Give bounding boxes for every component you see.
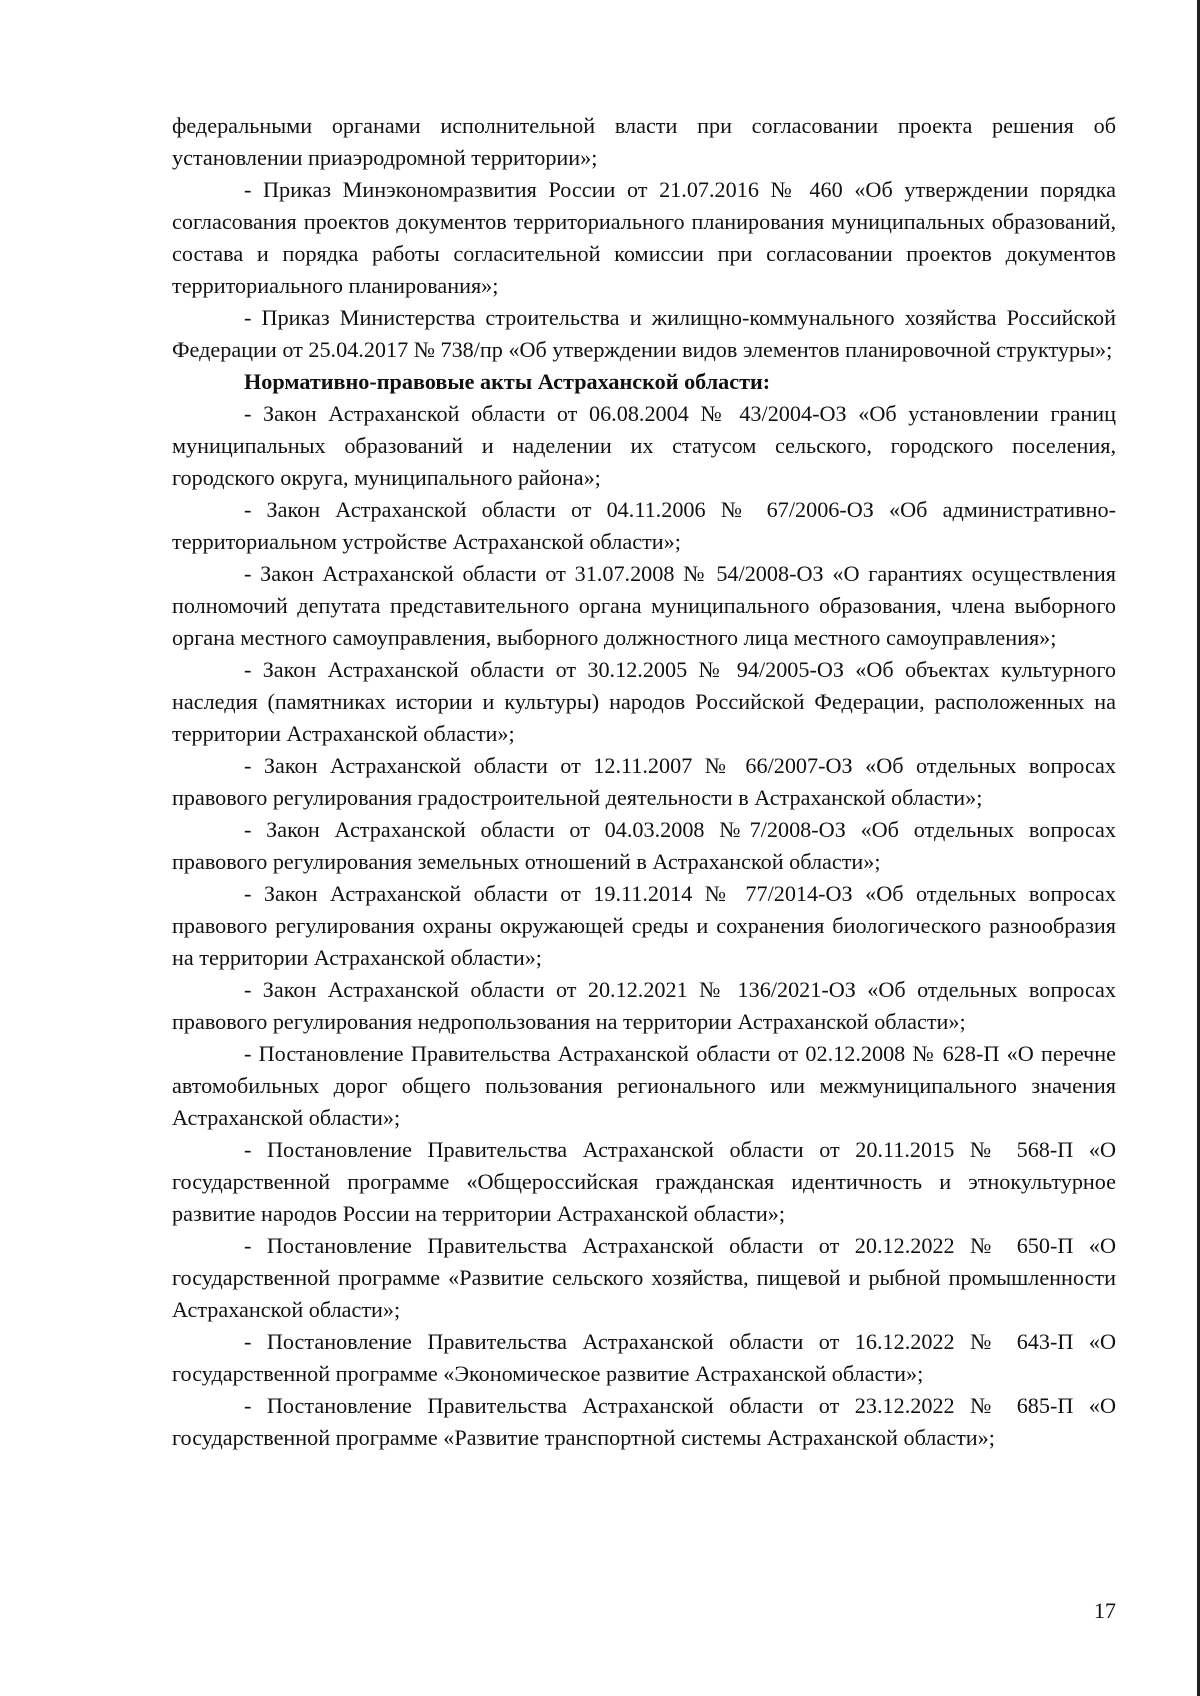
list-item: - Приказ Минэкономразвития России от 21.07.2016 № 460 «Об утверждении порядка согласования проектов документов территориального планирования муниципальных образований, состава и порядка работы согласительной комиссии при согласовании проектов документов территориального планирования»; [172,177,1116,298]
list-item: - Закон Астраханской области от 19.11.2014 № 77/2014-ОЗ «Об отдельных вопросах правового регулирования охраны окружающей среды и сохранения биологического разнообразия на территории Астраханской области»; [172,881,1116,970]
list-item: - Приказ Министерства строительства и жилищно-коммунального хозяйства Российской Федерации от 25.04.2017 № 738/пр «Об утверждении видов элементов планировочной структуры»; [172,305,1116,362]
list-item: - Постановление Правительства Астраханской области от 02.12.2008 № 628-П «О перечне автомобильных дорог общего пользования регионального или межмуниципального значения Астраханской области»; [172,1041,1116,1130]
page-number: 17 [1093,1598,1116,1623]
list-item: - Постановление Правительства Астраханской области от 16.12.2022 № 643-П «О государственной программе «Экономическое развитие Астраханской области»; [172,1329,1116,1386]
list-item: - Закон Астраханской области от 12.11.2007 № 66/2007-ОЗ «Об отдельных вопросах правового регулирования градостроительной деятельности в Астраханской области»; [172,753,1116,810]
list-item: - Закон Астраханской области от 06.08.2004 № 43/2004-ОЗ «Об установлении границ муниципальных образований и наделении их статусом сельского, городского поселения, городского округа, муниципального района»; [172,401,1116,490]
list-item: - Закон Астраханской области от 30.12.2005 № 94/2005-ОЗ «Об объектах культурного наследия (памятниках истории и культуры) народов Российской Федерации, расположенных на территории Астраханской области»; [172,657,1116,746]
list-item: - Постановление Правительства Астраханской области от 20.12.2022 № 650-П «О государственной программе «Развитие сельского хозяйства, пищевой и рыбной промышленности Астраханской области»; [172,1233,1116,1322]
section-heading: Нормативно-правовые акты Астраханской области: [244,369,771,394]
list-item: - Закон Астраханской области от 04.11.2006 № 67/2006-ОЗ «Об административно-территориальном устройстве Астраханской области»; [172,497,1116,554]
list-item: - Закон Астраханской области от 31.07.2008 № 54/2008-ОЗ «О гарантиях осуществления полномочий депутата представительного органа муниципального образования, члена выборного органа местного самоуправления, выборного должностного лица местного самоуправления»; [172,561,1116,650]
list-item: - Постановление Правительства Астраханской области от 20.11.2015 № 568-П «О государственной программе «Общероссийская гражданская идентичность и этнокультурное развитие народов России на территории Астраханской области»; [172,1137,1116,1226]
list-item: - Закон Астраханской области от 20.12.2021 № 136/2021-ОЗ «Об отдельных вопросах правового регулирования недропользования на территории Астраханской области»; [172,977,1116,1034]
list-item: - Постановление Правительства Астраханской области от 23.12.2022 № 685-П «О государственной программе «Развитие транспортной системы Астраханской области»; [172,1393,1116,1450]
document-body [172,110,1116,1454]
paragraph-continuation: федеральными органами исполнительной власти при согласовании проекта решения об установлении приаэродромной территории»; [172,113,1116,170]
list-item: - Закон Астраханской области от 04.03.2008 №7/2008-ОЗ «Об отдельных вопросах правового регулирования земельных отношений в Астраханской области»; [172,817,1116,874]
